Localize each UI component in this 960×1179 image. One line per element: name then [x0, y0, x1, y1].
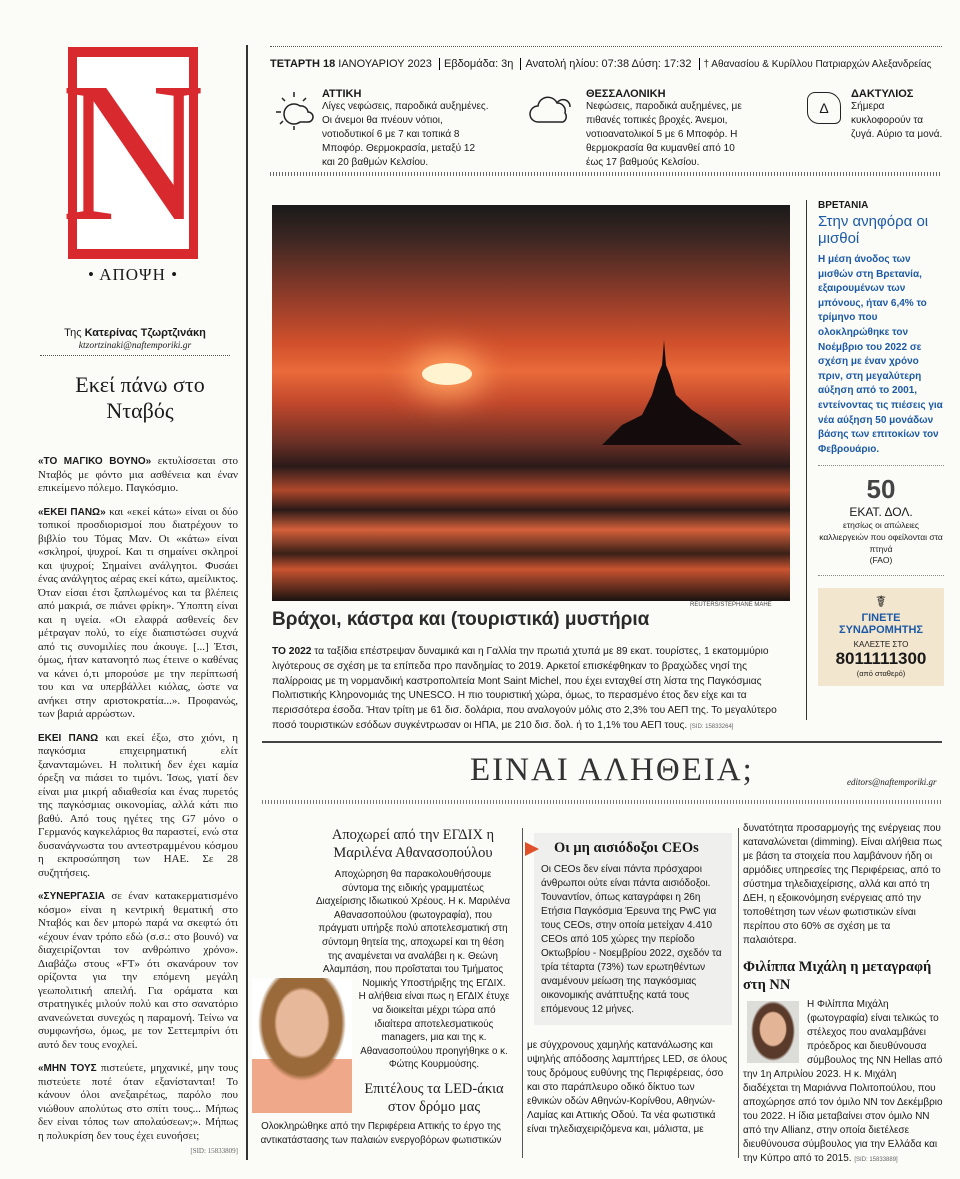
divider — [262, 741, 942, 743]
paragraph-text: εκτυλίσσεται στο Νταβός με φόντο μια ασθένεια και έναν επικείμενο πόλεμο. Παγκόσμιο. — [38, 455, 238, 494]
name-day: † Αθανασίου & Κυρίλλου Πατριαρχών Αλεξανδρείας — [703, 59, 932, 70]
stat-text: ετησίως οι απώλειες καλλιεργειών που οφείλονται στα πτηνά — [819, 520, 943, 555]
divider — [270, 46, 942, 47]
kicker: ΒΡΕΤΑΝΙΑ — [818, 200, 869, 211]
promo-phone[interactable]: 8011111300 — [835, 649, 927, 669]
article-title: Φιλίππα Μιχάλη η μεταγραφή στη ΝΝ — [743, 959, 932, 993]
ring-symbol: Δ — [819, 100, 829, 116]
weather-region: ΘΕΣΣΑΛΟΝΙΚΗ — [586, 88, 666, 100]
date: ΙΑΝΟΥΑΡΙΟΥ 2023 — [338, 58, 432, 70]
athanasopoulou-photo — [252, 978, 352, 1113]
article-title: Οι μη αισιόδοξοι CEOs — [554, 840, 699, 856]
weather-text: Λίγες νεφώσεις, παροδικά αυξημένες. Οι άνεμοι θα πνέουν νότιοι, νοτιοδυτικοί 6 με 7 και τοπικά 8 Μποφόρ. Θερμοκρασία, μεταξύ 12 και 20 βαθμών Κελσίου. — [322, 101, 489, 168]
author-email[interactable]: ktzortzinaki@naftemporiki.gr — [78, 341, 192, 351]
sid-tag: [SID: 15833809] — [190, 1147, 238, 1155]
feature-body — [272, 645, 797, 735]
truth-email[interactable]: editors@naftemporiki.gr — [847, 777, 937, 787]
stat-unit: ΕΚΑΤ. ΔΟΛ. — [849, 505, 913, 520]
logo — [60, 42, 206, 263]
col-rule — [738, 828, 739, 1158]
stat-source: (FAO) — [869, 555, 893, 566]
sid-tag: [SID: 15833889] — [854, 1157, 898, 1163]
paragraph-text: πιστεύετε, μηχανικέ, μην τους πιστεύετε ποτέ όταν εξανίστανται! Το κάνουν όλοι ανεξαιρέτως, παρόλο που νιώθουν απολύτως στο σπίτι τους... Μήπως δεν είναι τόπος των απολαύσεων;». Μήπως η πολυκρίση δεν τους έχει ευνοήσει; — [38, 1062, 238, 1142]
weather-region: ΔΑΚΤΥΛΙΟΣ — [851, 88, 914, 100]
section-label: • ΑΠΟΨΗ • — [87, 265, 179, 284]
weather-attica — [270, 88, 490, 170]
sun-times: Ανατολή ηλίου: 07:38 Δύση: 17:32 — [525, 58, 692, 70]
feature-lead: ΤΟ 2022 — [272, 646, 312, 657]
paragraph-lead: «ΕΚΕΙ ΠΑΝΩ» — [38, 506, 106, 518]
feature-title: Βράχοι, κάστρα και (τουριστικά) μυστήρια — [272, 609, 650, 630]
michali-photo — [747, 1001, 799, 1063]
divider — [270, 172, 942, 176]
michali-text — [743, 998, 943, 1167]
weather-text: Νεφώσεις, παροδικά αυξημένες, με πιθανές τοπικές βροχές. Άνεμοι, νοτιοανατολικοί 5 με 6 Μποφόρ. Η θερμοκρασία θα κυμανθεί από 10 έως 17 βαθμούς Κελσίου. — [586, 101, 742, 168]
week: Εβδομάδα: 3η — [443, 58, 514, 70]
paragraph-lead: «ΣΥΝΕΡΓΑΣΙΑ — [38, 891, 105, 902]
sidebar-rule — [806, 200, 807, 720]
col3 — [743, 822, 943, 1167]
article-text: Αποχώρηση θα παρακολουθήσουμε σύντομα της ειδικής γραμματέως Διαχείρισης Ιδιωτικού Χρέους. Η κ. Μαριλένα Αθανασοπούλου (φωτογραφία), που πράγματι υπήρξε πολύ αποτελεσματική στη σύντομη θητεία της, αποχωρεί και τη θέση της αναμένεται να αναλάβει η κ. Θεώνη Αλαμπάση, που προΐσταται του Τμήματος Νομικής Υποστήριξης της ΕΓΔΙΧ. Η αλήθεια είναι πως η ΕΓΔΙΧ έτυχε να διοικείται μέχρι τώρα από ιδιαίτερα αποτελεσματικούς managers, μια και της κ. Αθανασοπούλου προηγήθηκε ο κ. Φώτης Κουρμούσης. — [316, 869, 510, 1071]
sid-tag: [SID: 15833264] — [690, 723, 734, 730]
paragraph-lead: «ΜΗΝ ΤΟΥΣ — [38, 1063, 97, 1074]
opinion-paragraph — [38, 455, 238, 496]
ceos-article — [534, 833, 732, 1025]
uk-wages-box — [818, 200, 944, 686]
author: Κατερίνας Τζωρτζινάκη — [84, 327, 206, 339]
column-rule — [246, 45, 248, 1160]
weather-ring — [805, 88, 945, 142]
traffic-ring-icon — [807, 92, 841, 124]
dateline — [270, 58, 931, 70]
stat-value: 50 — [866, 474, 896, 505]
article-title: Επιτέλους τα LED-άκια στον δρόμο μας — [364, 1080, 504, 1115]
weather-region: ΑΤΤΙΚΗ — [322, 88, 362, 100]
sidebar-title: Στην ανηφόρα οι μισθοί — [818, 213, 929, 247]
opinion-paragraph — [38, 1062, 238, 1143]
byline — [40, 327, 230, 356]
col-rule — [522, 828, 523, 1158]
paragraph-text: σε έναν κατακερματισμένο κόσμο» είναι η κεντρική θεματική στο Νταβός και δεν μπορώ παρά να σκεφτώ ότι «έχουν έναν τρόπο εδώ (σ.σ.: στο βουνό) να διαχειρίζονται τον ανθρώπινο χρόνο». Διαβάζω στους «FT» ότι σκανάρουν τον ορίζοντα για την επόμενη μεγάλη γεωπολιτική απειλή. Για οράματα και στρατηγικές μιλούν πολύ και στο σανατόριο ανανεώνεται συνεχώς η παραμονή. Τείνω να συμφωνήσω, όμως, με τον Σεττεμπρίνι ότι αυτό δεν τους ενοχλεί. — [38, 890, 238, 1051]
paragraph-text: και εκεί έξω, στο χιόνι, η παγκόσμια επιχειρηματική ελίτ ξανανταμώνει. Η πολιτική δεν έχει καμία όρεξη να πιάσει το τιμόνι. Ίσως, γιατί δεν είναι μια μικρή αδιαθεσία και ένας πυρετός της παγκόσμιας οικονομίας, αλλά κάτι πιο βαθύ. Από τους ηγέτες της G7 μόνο ο Γερμανός καγκελάριος θα παραστεί, ενώ στα δυσανάγνωστα του αντεστραμμένου κόσμου η εκπροσώπηση των ΗΑΕ. Σε 28 συζητήσεις. — [38, 731, 238, 879]
paragraph-lead: «ΤΟ ΜΑΓΙΚΟ ΒΟΥΝΟ» — [38, 456, 152, 467]
sidebar-text: Η μέση άνοδος των μισθών στη Βρετανία, εξαιρουμένων των μπόνους, ήταν 6,4% το τρίμηνο που ολοκληρώθηκε τον Νοέμβριο του 2022 σε σχέση με έναν χρόνο πριν, στη μεγαλύτερη αύξηση από το 2001, εντείνοντας τις πιέσεις για νέα αύξηση 50 μονάδων βάσης των επιτοκίων τον Φεβρουάριο. — [818, 254, 943, 455]
opinion-title: Εκεί πάνω στο Νταβός — [75, 372, 205, 423]
article-text: Η Φιλίππα Μιχάλη (φωτογραφία) είναι τελικώς το στέλεχος που αναλαμβάνει πρόεδρος και διευθύνουσα σύμβουλος της NN Hellas από την 1η Απριλίου 2023. Η κ. Μιχάλη διαδέχεται τη Μαριάννα Πολιτοπούλου, που αποχώρησε από τον όμιλο ΝΝ τον Δεκέμβριο του 2022. Η ίδια μεταβαίνει στον όμιλο ΝΝ από την Allianz, στην οποία διετέλεσε διευθύνουσα σύμβουλος για την Ελλάδα και την Κύπρο από το 2015. — [743, 999, 943, 1164]
logo-letter: N — [60, 42, 206, 263]
col1 — [252, 826, 510, 1147]
divider — [262, 800, 942, 804]
article-title: Αποχωρεί από την ΕΓΔΙΧ η Μαριλένα Αθανασοπούλου — [331, 827, 495, 861]
led-article-continued: με σύγχρονους χαμηλής κατανάλωσης και υψηλής απόδοσης λαμπτήρες LED, σε όλους τους δρόμους ευθύνης της Περιφέρειας, όσο και στο παράπλευρο οδικό δίκτυο των εθνικών οδών Αθηνών-Κορίνθου, Αθηνών-Λαμίας και Αττικής Οδού. Τα νέα φωτιστικά είναι τηλεδιαχειριζόμενα και, μάλιστα, με — [527, 1040, 728, 1135]
photo-credit: REUTERS/STEPHANE MAHE — [690, 602, 772, 608]
opinion-paragraph — [38, 506, 238, 722]
subscribe-promo[interactable] — [818, 588, 944, 686]
article-text: Οι CEOs δεν είναι πάντα πρόσχαροι άνθρωποι ούτε είναι πάντα αισιόδοξοι. Τουναντίον, όπως καταγράφει η 26η Ετήσια Παγκόσμια Έρευνα της PwC για τους CEOs, στην οποία μετείχαν 4.410 CEOs από 105 χώρες την περίοδο Οκτωβρίου - Νοεμβρίου 2022, σχεδόν τα τρία τέταρτα (73%) των ερωτηθέντων αναμένουν μείωση της παγκόσμιας οικονομικής ανάπτυξης κατά τους επόμενους 12 μήνες. — [541, 864, 722, 1015]
sun-cloud-icon — [274, 90, 314, 134]
promo-note: (από σταθερό) — [856, 669, 906, 679]
led-article-end: δυνατότητα προσαρμογής της ενέργειας που καταναλώνεται (dimming). Είναι αλήθεια πως με βάση τα στοιχεία που λαμβάνουν ήδη οι αρμόδιες υπηρεσίες της Περιφέρειας, από το σύστημα τηλεδιαχείρισης, αλλά και από τη ΔΕΗ, η εξοικονόμηση ενέργειας από την τοποθέτηση των νέων φωτιστικών είναι περίπου στο 60% σε σχέση με τα παλαιότερα. — [743, 823, 942, 946]
col2 — [527, 833, 732, 1137]
opinion-paragraph — [38, 890, 238, 1052]
mont-saint-michel-photo — [272, 205, 790, 601]
feature-text: τα ταξίδια επέστρεψαν δυναμικά και η Γαλλία την πρωτιά χτυπά με 89 εκατ. τουρίστες, 1 εκατομμύριο λιγότερους σε σχέση με τα επίπεδα προ πανδημίας το 2019. Αρκετοί επισκέφθηκαν το βραχώδες νησί της παλίρροιας με τη νορμανδική καστροπολιτεία Mont Saint Michel, που έχει ενταχθεί στη λίστα της Παγκόσμιας Πολιτιστικής Κληρονομιάς της UNESCO. Η πιο τουριστική χώρα, όμως, το περασμένο έτος δεν είχε και τα περισσότερα έσοδα. Ήταν τρίτη με 61 δισ. δολάρια, που αναλογούν μόλις στο 2,3% του ΑΕΠ της. Το μεγαλύτερο ποσό τουριστικών εσόδων συγκέντρωσαν οι ΗΠΑ, με 210 δισ. δολ. ή το 1,1% του ΑΕΠ τους. — [272, 646, 777, 731]
opinion-body — [38, 455, 238, 1156]
truth-title: ΕΙΝΑΙ ΑΛΗΘΕΙΑ; — [470, 752, 754, 788]
byline-prefix: Της — [64, 327, 82, 339]
day: ΤΕΤΑΡΤΗ 18 — [270, 58, 336, 70]
promo-call: ΚΑΛΕΣΤΕ ΣΤΟ — [853, 640, 909, 650]
paragraph-lead: ΕΚΕΙ ΠΑΝΩ — [38, 732, 99, 744]
article-text: Ολοκληρώθηκε από την Περιφέρεια Αττικής το έργο της αντικατάστασης των παλαιών ενεργοβόρων φωτιστικών — [260, 1120, 502, 1146]
triangle-marker-icon — [525, 842, 539, 856]
paragraph-text: και «εκεί κάτω» είναι οι δύο τοπικοί προσδιορισμοί που διατρέχουν το βιβλίο του Τόμας Μαν. Οι «κάτω» είναι «σκληροί, ψυχροί. Και τι σημαίνει σκληροί και ψυχροί; Σημαίνει ανάλγητοι. Φυσάει ένας ανάλγητος αέρας εκεί κάτω, αμείλικτος. Όταν είσαι έτσι ξαπλωμένος και τα βλέπεις από μακριά, σε πιάνει φρίκη». Ύποπτη είναι και η υγεία. «Οι ελαφρά ασθενείς δεν μέτραγαν πολύ, το είχε διαπιστώσει συχνά από τις συνομιλίες που άκουγε. [...] Έτσι, όμως, ήταν κατανοητό πως έτεινε ο καθένας να κάνει ό,τι μπορούσε με την περίπτωσή του και να υπερβάλλει κιόλας, ώστε να ανήκει στην αριστοκρατία...». Προφανώς, των βαριά αρρώστων. — [38, 505, 238, 720]
weather-text: Σήμερα κυκλοφορούν τα ζυγά. Αύριο τα μονά. — [851, 101, 943, 140]
promo-title: ΓΙΝΕΤΕ ΣΥΝΔΡΟΜΗΤΗΣ — [838, 612, 924, 637]
hermes-icon: ☤ — [875, 594, 887, 612]
opinion-paragraph — [38, 732, 238, 881]
clouds-icon — [528, 92, 574, 128]
weather-thessaloniki — [528, 88, 753, 170]
